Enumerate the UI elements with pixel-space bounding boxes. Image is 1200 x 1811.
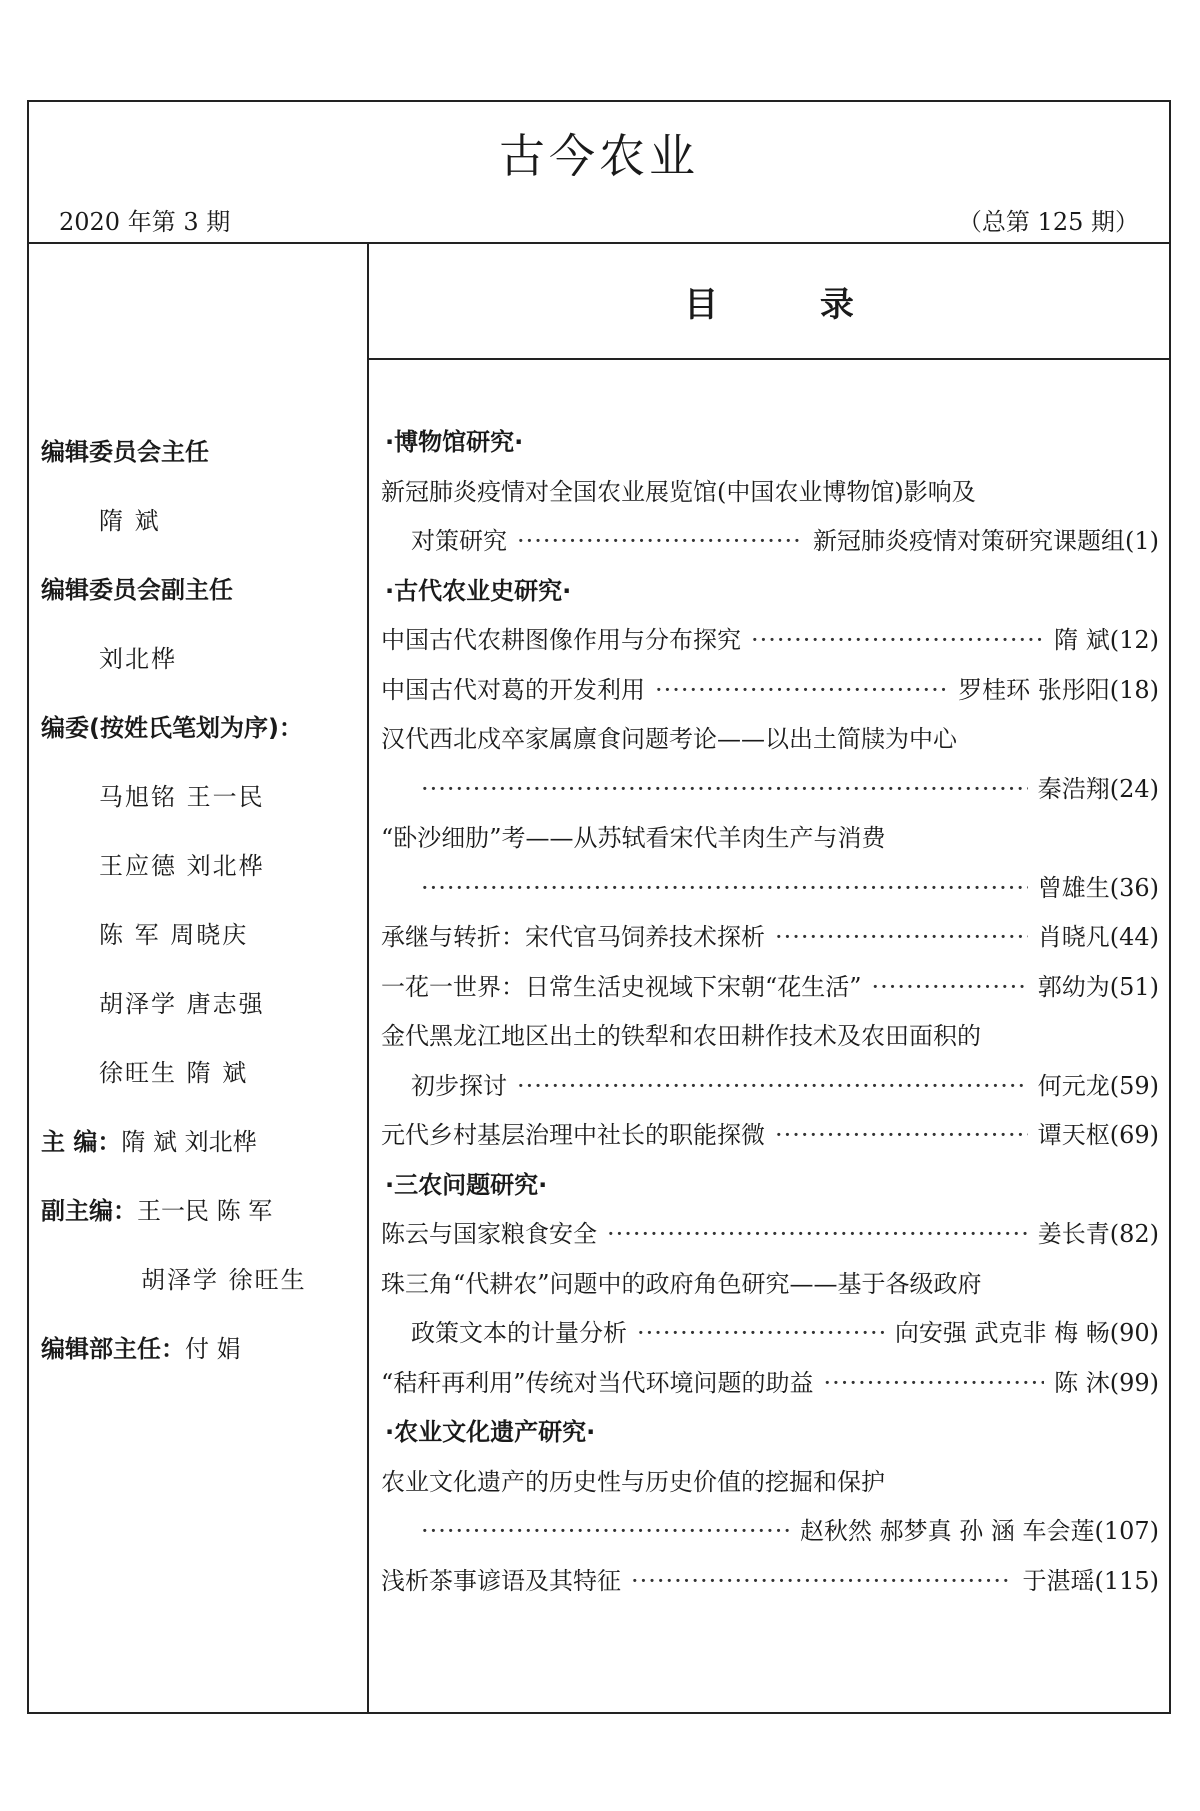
- member-row: 胡泽学 唐志强: [99, 990, 265, 1018]
- toc-entry: [381, 1359, 1159, 1409]
- chief-editor: 隋 斌 刘北桦: [121, 1128, 257, 1156]
- toc-entry-author: 郭幼为(51): [1037, 972, 1159, 1001]
- toc-section: ·农业文化遗产研究·: [385, 1418, 596, 1446]
- toc-entry-author: 罗桂环 张彤阳(18): [958, 675, 1159, 704]
- toc-heading: 目 录: [684, 285, 854, 325]
- toc-entry-title: 浅析茶事谚语及其特征: [381, 1566, 621, 1595]
- deputy-editor: 王一民 陈 军: [137, 1197, 273, 1225]
- leader-dots: [637, 1309, 885, 1359]
- toc-section: ·三农问题研究·: [385, 1170, 548, 1199]
- toc-entry: [381, 814, 1159, 864]
- committee-director-label: 编辑委员会主任: [41, 438, 209, 466]
- leader-dots: [607, 1210, 1028, 1260]
- toc-entry-title: 新冠肺炎疫情对全国农业展览馆(中国农业博物馆)影响及: [381, 477, 976, 506]
- toc-entry-title: 中国古代对葛的开发利用: [381, 675, 645, 704]
- deputy-editor-label: 副主编：: [41, 1197, 137, 1225]
- toc-entry: [381, 666, 1159, 716]
- leader-dots: [872, 963, 1028, 1013]
- leader-dots: [775, 1111, 1028, 1161]
- toc-entry-title: 金代黑龙江地区出土的铁犁和农田耕作技术及农田面积的: [381, 1022, 981, 1050]
- column-divider: [367, 242, 369, 1712]
- table-of-contents: [381, 418, 1159, 1606]
- leader-dots: [775, 913, 1028, 963]
- toc-entry-author: 向安强 武克非 梅 畅(90): [894, 1319, 1159, 1347]
- office-director: 付 娟: [185, 1335, 241, 1363]
- toc-entry: [381, 1458, 1159, 1508]
- toc-entry-title: 珠三角“代耕农”问题中的政府角色研究——基于各级政府: [381, 1269, 982, 1298]
- total-issue-number: （总第 125 期）: [957, 208, 1139, 236]
- toc-entry-title: 陈云与国家粮食安全: [381, 1220, 597, 1248]
- toc-entry-author: 何元龙(59): [1037, 1071, 1159, 1100]
- toc-entry: [381, 1012, 1159, 1062]
- toc-entry: [381, 517, 1159, 567]
- toc-entry-title: 农业文化遗产的历史性与历史价值的挖掘和保护: [381, 1467, 885, 1496]
- toc-entry: [381, 468, 1159, 518]
- office-director-label: 编辑部主任：: [41, 1335, 185, 1363]
- toc-entry: [381, 765, 1159, 815]
- chief-editor-label: 主 编：: [41, 1128, 122, 1156]
- leader-dots: [517, 517, 803, 567]
- toc-entry-title: 元代乡村基层治理中社长的职能探微: [381, 1121, 765, 1149]
- toc-entry: [381, 1557, 1159, 1607]
- leader-dots: [421, 864, 1028, 914]
- leader-dots: [421, 765, 1028, 815]
- toc-entry-author: 肖晓凡(44): [1037, 923, 1159, 951]
- toc-entry: [381, 913, 1159, 963]
- chief-editor-row: [41, 1108, 361, 1177]
- toc-entry-title: 承继与转折：宋代官马饲养技术探析: [381, 923, 765, 951]
- toc-entry: [381, 963, 1159, 1013]
- header-divider: [29, 242, 1169, 244]
- toc-entry-title: 一花一世界：日常生活史视域下宋朝“花生活”: [381, 972, 862, 1001]
- toc-entry: [381, 616, 1159, 666]
- toc-entry-title: 政策文本的计量分析: [411, 1319, 627, 1347]
- toc-entry-author: 隋 斌(12): [1054, 626, 1159, 654]
- toc-section: ·古代农业史研究·: [385, 576, 572, 605]
- leader-dots: [517, 1062, 1028, 1112]
- deputy-editor-row: [41, 1177, 361, 1246]
- committee-director: 隋 斌: [99, 507, 161, 535]
- toc-entry: [381, 715, 1159, 765]
- toc-entry: [381, 1309, 1159, 1359]
- leader-dots: [751, 616, 1044, 666]
- journal-title: 古今农业: [499, 129, 699, 183]
- toc-entry-author: 姜长青(82): [1037, 1220, 1159, 1248]
- committee-deputy: 刘北桦: [99, 645, 177, 673]
- member-row: 马旭铭 王一民: [99, 783, 265, 811]
- page-frame: [27, 100, 1171, 1714]
- leader-dots: [655, 666, 948, 716]
- leader-dots: [631, 1557, 1012, 1607]
- toc-entry: [381, 864, 1159, 914]
- toc-heading-divider: [369, 358, 1169, 360]
- toc-entry-author: 新冠肺炎疫情对策研究课题组(1): [813, 527, 1159, 555]
- issue-number: 2020 年第 3 期: [59, 208, 231, 236]
- toc-entry-title: 对策研究: [411, 527, 507, 555]
- toc-entry: [381, 1062, 1159, 1112]
- toc-entry-title: “卧沙细肋”考——从苏轼看宋代羊肉生产与消费: [381, 824, 886, 852]
- toc-entry-author: 于湛瑶(115): [1022, 1566, 1159, 1595]
- committee-deputy-label: 编辑委员会副主任: [41, 576, 233, 604]
- toc-entry-author: 曾雄生(36): [1037, 873, 1159, 902]
- leader-dots: [421, 1507, 790, 1557]
- member-row: 徐旺生 隋 斌: [99, 1059, 249, 1087]
- toc-section: ·博物馆研究·: [385, 428, 524, 456]
- toc-entry-author: 秦浩翔(24): [1037, 774, 1159, 803]
- editorial-board: [41, 418, 361, 1384]
- toc-entry-title: 中国古代农耕图像作用与分布探究: [381, 626, 741, 654]
- toc-entry-title: 初步探讨: [411, 1071, 507, 1100]
- toc-entry-author: 谭天枢(69): [1037, 1121, 1159, 1149]
- toc-entry: [381, 1210, 1159, 1260]
- toc-entry: [381, 1111, 1159, 1161]
- toc-entry-title: 汉代西北戍卒家属廪食问题考论——以出土简牍为中心: [381, 725, 957, 753]
- deputy-editor-2: 胡泽学 徐旺生: [141, 1266, 307, 1294]
- toc-entry-author: 赵秋然 郝梦真 孙 涵 车会莲(107): [799, 1517, 1159, 1545]
- leader-dots: [824, 1359, 1045, 1409]
- member-row: 陈 军 周晓庆: [99, 921, 249, 949]
- members-label: 编委(按姓氏笔划为序)：: [41, 714, 303, 742]
- toc-entry: [381, 1507, 1159, 1557]
- office-director-row: [41, 1315, 361, 1384]
- toc-entry-title: “秸秆再利用”传统对当代环境问题的助益: [381, 1368, 814, 1397]
- member-row: 王应德 刘北桦: [99, 852, 265, 880]
- toc-entry-author: 陈 沐(99): [1054, 1368, 1159, 1397]
- toc-entry: [381, 1260, 1159, 1310]
